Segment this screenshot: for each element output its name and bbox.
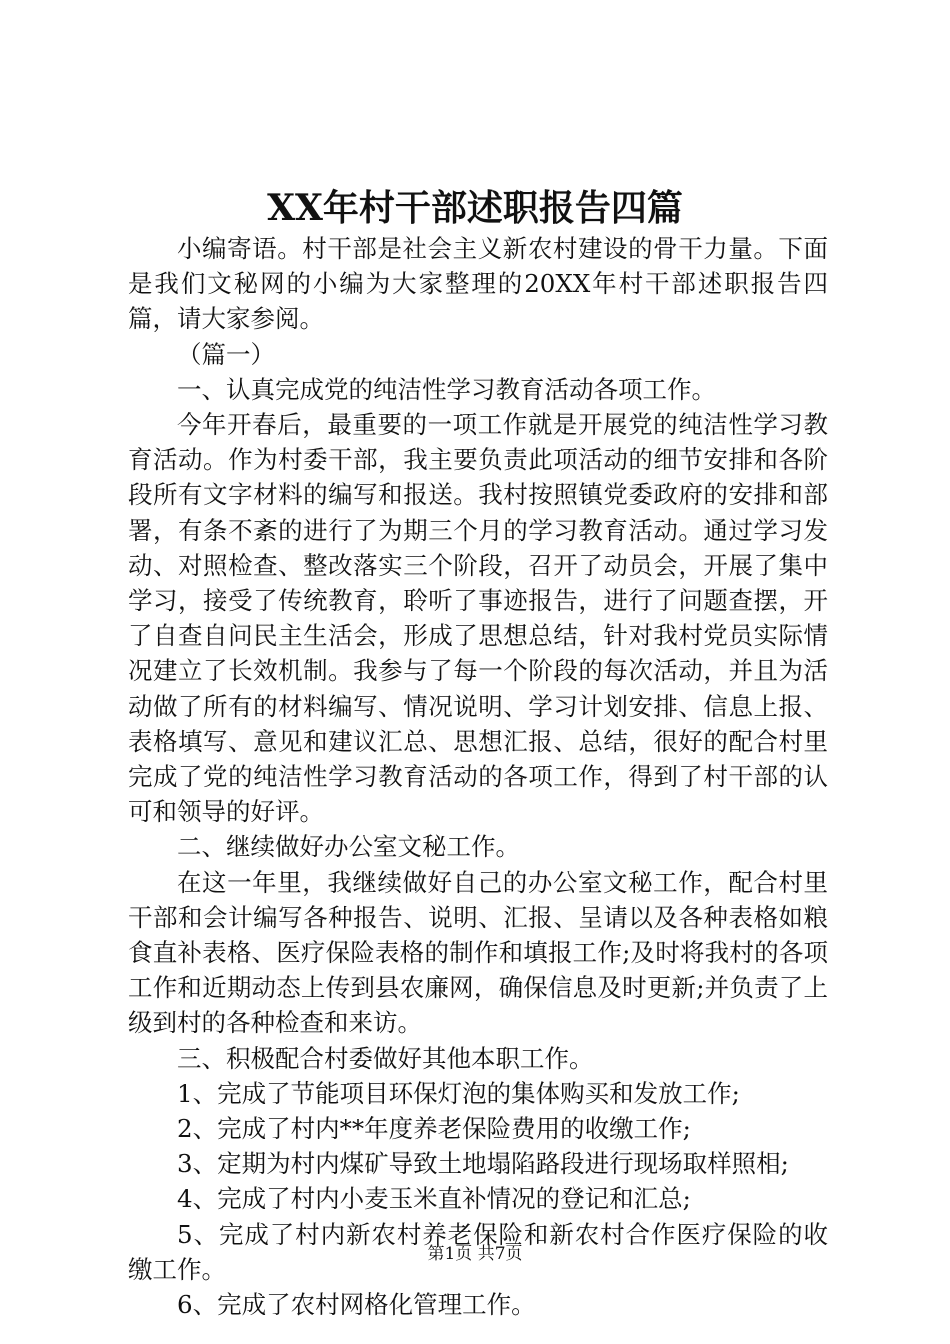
page-number-footer: 第1页 共7页 (427, 1244, 523, 1264)
list-item-5: 5、完成了村内新农村养老保险和新农村合作医疗保险的收缴工作。 (128, 1219, 828, 1284)
list-item-4: 4、完成了村内小麦玉米直补情况的登记和汇总; (177, 1184, 691, 1214)
paragraph-section-1: 今年开春后，最重要的一项工作就是开展党的纯洁性学习教育活动。作为村委干部，我主要负责此项活动的细节安排和各阶段所有文字材料的编写和报送。我村按照镇党委政府的安排和部署，有条不紊的进行了为期三个月的学习教育活动。通过学习发动、对照检查、整改落实三个阶段，召开了动员会，开展了集中学习，接受了传统教育，聆听了事迹报告，进行了问题查摆，开了自查自问民主生活会，形成了思想总结，针对我村党员实际情况建立了长效机制。我参与了每一个阶段的每次活动，并且为活动做了所有的材料编写、情况说明、学习计划安排、信息上报、表格填写、意见和建议汇总、思想汇报、总结，很好的配合村里完成了党的纯洁性学习教育活动的各项工作，得到了村干部的认可和领导的好评。 (128, 410, 828, 827)
paragraph-part-one-label: （篇一） (177, 339, 275, 369)
paragraph-intro: 小编寄语。村干部是社会主义新农村建设的骨干力量。下面是我们文秘网的小编为大家整理的20XX年村干部述职报告四篇，请大家参阅。 (128, 234, 828, 334)
document-body (128, 231, 828, 1322)
document-title: XX年村干部述职报告四篇 (267, 187, 683, 229)
list-item-1: 1、完成了节能项目环保灯泡的集体购买和发放工作; (177, 1078, 740, 1108)
section-heading-3: 三、积极配合村委做好其他本职工作。 (177, 1043, 594, 1073)
list-item-6: 6、完成了农村网格化管理工作。 (177, 1290, 536, 1320)
section-heading-2: 二、继续做好办公室文秘工作。 (177, 832, 520, 862)
list-item-3: 3、定期为村内煤矿导致土地塌陷路段进行现场取样照相; (177, 1149, 789, 1179)
paragraph-section-2: 在这一年里，我继续做好自己的办公室文秘工作，配合村里干部和会计编写各种报告、说明、汇报、呈请以及各种表格如粮食直补表格、医疗保险表格的制作和填报工作;及时将我村的各项工作和近期动态上传到县农廉网，确保信息及时更新;并负责了上级到村的各种检查和来访。 (128, 867, 828, 1038)
list-item-2: 2、完成了村内**年度养老保险费用的收缴工作; (177, 1114, 691, 1144)
section-heading-1: 一、认真完成党的纯洁性学习教育活动各项工作。 (177, 374, 716, 404)
